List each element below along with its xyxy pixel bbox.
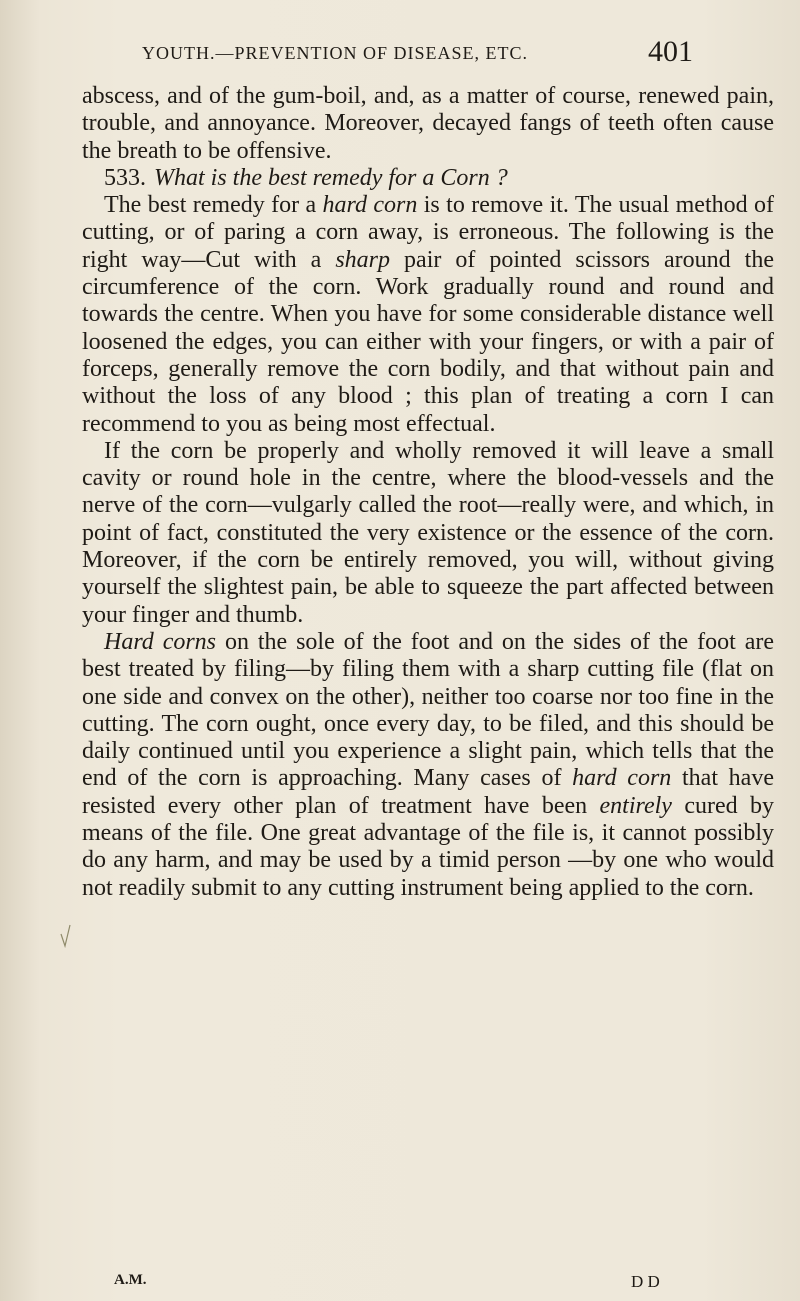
emphasis-hard-corn: hard corn (322, 192, 418, 219)
emphasis-hard-corn: hard corn (572, 765, 672, 792)
emphasis-entirely: entirely (599, 792, 672, 819)
page-body (82, 83, 774, 902)
margin-pencil-mark (58, 922, 72, 950)
emphasis-sharp: sharp (335, 246, 391, 273)
question-number: 533. (104, 164, 146, 191)
text-run: on the sole of the foot and on the sides of the foot are best treated by filing—by filing them with a sharp cutting file (flat on one side and convex on the other), neither too coarse nor too fine in the cutting. The corn ought, once every day, to be filed, and this should be daily continued until you experience a slight pain, which tells that the end of the corn is approaching. Many cases of (82, 628, 774, 792)
signature-code: D D (631, 1272, 660, 1291)
question-text: What is the best remedy for a Corn ? (154, 164, 508, 191)
running-head: YOUTH.—PREVENTION OF DISEASE, ETC. (142, 43, 528, 63)
answer-paragraph-2: If the corn be properly and wholly removed it will leave a small cavity or round hole in the centre, where the blood-vessels and the nerve of the corn—vulgarly called the root—really were, and which, in point of fact, constituted the very existence or the essence of the corn. Moreover, if the corn be entirely removed, you will, without giving yourself the slightest pain, be able to squeeze the part affected between your finger and thumb. (82, 437, 774, 628)
paragraph-continuation: abscess, and of the gum-boil, and, as a matter of course, renewed pain, trouble, and annoyance. Moreover, decayed fangs of teeth often cause the breath to be offensive. (82, 83, 774, 164)
text-run: is to remove it. The usual method of cutting, or of paring a corn away, is erroneous. The following is the right way—Cut with a (82, 192, 774, 273)
text-run: pair of pointed scissors around the circumference of the corn. Work gradually round and round and towards the centre. When you have for some considerable distance well loosened the edges, you can either with your fingers, or with a pair of forceps, generally remove the corn bodily, and that without pain and without the loss of any blood ; this plan of treating a corn I can recommend to you as being most effectual. (82, 246, 774, 437)
signature-mark: A.M. (114, 1272, 147, 1288)
answer-paragraph-1 (82, 192, 774, 438)
emphasis-hard-corns: Hard corns (104, 628, 217, 655)
page-footer (0, 1272, 800, 1294)
text-run: The best remedy for a (104, 192, 323, 219)
question-533 (82, 165, 774, 192)
text-run: that have resisted every other plan of treatment have been (82, 765, 774, 819)
answer-paragraph-3 (82, 629, 774, 902)
page-number: 401 (648, 35, 693, 68)
page-header (0, 37, 800, 71)
text-run: cured by means of the file. One great advantage of the file is, it cannot possibly do any harm, and may be used by a timid person —by one who would not readily submit to any cutting instrument being applied to the corn. (82, 792, 774, 901)
